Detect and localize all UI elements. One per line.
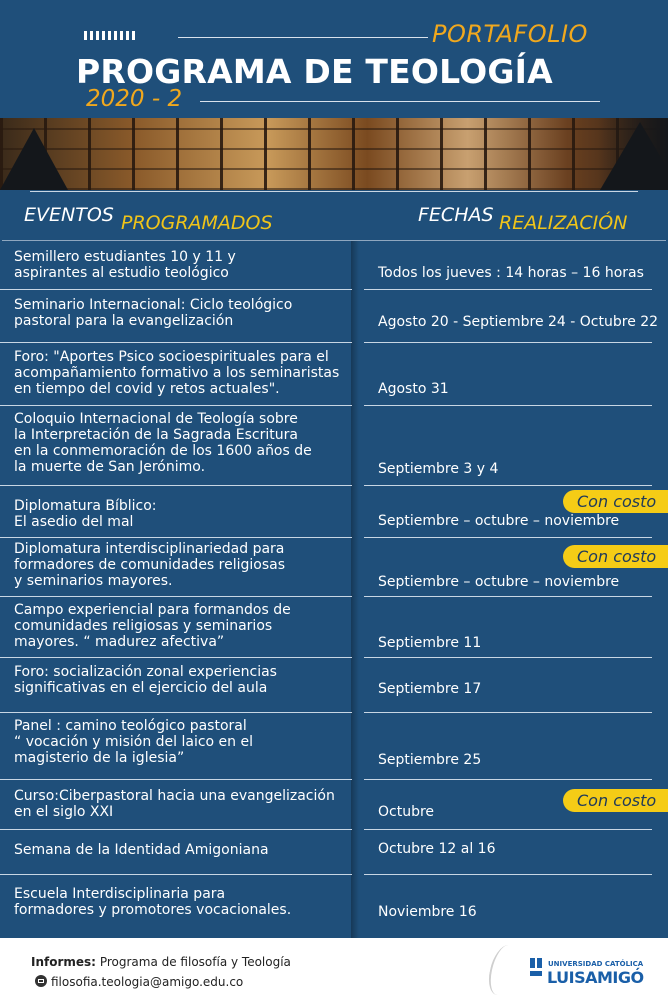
table-row [0, 780, 668, 830]
event-name: Seminario Internacional: Ciclo teológico pastoral para la evangelización [14, 297, 293, 329]
email-icon [35, 975, 47, 987]
table-row [0, 406, 668, 486]
column-divider-shadow [351, 597, 359, 658]
column-divider-shadow [351, 658, 359, 713]
event-date: Todos los jueves : 14 horas – 16 horas [378, 265, 644, 281]
table-row [0, 486, 668, 538]
event-date: Agosto 20 - Septiembre 24 - Octubre 22 [378, 314, 659, 330]
column-divider-shadow [351, 780, 359, 830]
dates-header-part1: FECHAS [418, 204, 494, 226]
events-header-part1: EVENTOS [24, 204, 114, 226]
column-divider-shadow [351, 486, 359, 538]
informes-line [31, 955, 291, 969]
portafolio-label: PORTAFOLIO [432, 20, 588, 48]
table-row [0, 290, 668, 343]
event-date: Septiembre – octubre – noviembre [378, 574, 620, 590]
page-title: PROGRAMA DE TEOLOGÍA [76, 52, 553, 91]
table-row [0, 241, 668, 290]
university-logo-mark-icon [530, 958, 544, 982]
event-date: Septiembre 17 [378, 681, 482, 697]
table-row [0, 343, 668, 406]
event-name: Escuela Interdisciplinaria para formadores y promotores vocacionales. [14, 886, 292, 918]
event-date: Agosto 31 [378, 381, 449, 397]
informes-text: Programa de filosofía y Teología [99, 955, 291, 969]
university-logo-name: LUISAMIGÓ [547, 968, 644, 987]
column-divider-shadow [351, 713, 359, 780]
event-date: Octubre 12 al 16 [378, 841, 496, 857]
events-header-part2: PROGRAMADOS [121, 212, 273, 234]
event-name: Campo experiencial para formandos de comunidades religiosas y seminarios mayores. “ madurez afectiva” [14, 602, 291, 650]
column-header-rule [30, 191, 638, 192]
table-row [0, 713, 668, 780]
column-divider-shadow [351, 538, 359, 597]
event-name: Panel : camino teológico pastoral “ vocación y misión del laico en el magisterio de la iglesia” [14, 718, 253, 766]
table-row [0, 830, 668, 875]
column-divider-shadow [351, 875, 359, 938]
event-name: Diplomatura interdisciplinariedad para formadores de comunidades religiosas y seminarios mayores. [14, 541, 286, 589]
period-label: 2020 - 2 [86, 86, 183, 112]
email-address[interactable]: filosofia.teologia@amigo.edu.co [51, 975, 244, 989]
event-name: Curso:Ciberpastoral hacia una evangelización en el siglo XXI [14, 788, 335, 820]
university-logo-top: UNIVERSIDAD CATÓLICA [548, 960, 644, 968]
event-name: Semana de la Identidad Amigoniana [14, 842, 269, 858]
column-divider-shadow [351, 343, 359, 406]
column-divider-shadow [351, 830, 359, 875]
event-name: Foro: socialización zonal experiencias significativas en el ejercicio del aula [14, 664, 277, 696]
header-stripes-decoration [84, 31, 137, 40]
informes-label: Informes: [31, 955, 96, 969]
event-date: Septiembre – octubre – noviembre [378, 513, 620, 529]
cost-badge: Con costo [563, 545, 668, 568]
event-date: Septiembre 3 y 4 [378, 461, 499, 477]
cost-badge: Con costo [563, 789, 668, 812]
table-row [0, 597, 668, 658]
column-divider-shadow [351, 241, 359, 290]
cost-badge: Con costo [563, 490, 668, 513]
event-name: Coloquio Internacional de Teología sobre la Interpretación de la Sagrada Escritura en la conmemoración de los 1600 años de la muerte de San Jerónimo. [14, 411, 312, 475]
table-row [0, 875, 668, 938]
table-row [0, 658, 668, 713]
stained-glass-banner-image [0, 118, 668, 190]
event-date: Septiembre 11 [378, 635, 482, 651]
dates-header-part2: REALIZACIÓN [499, 212, 628, 234]
event-date: Septiembre 25 [378, 752, 482, 768]
header-rule-top [178, 37, 428, 38]
event-date: Noviembre 16 [378, 904, 477, 920]
event-name: Semillero estudiantes 10 y 11 y aspirantes al estudio teológico [14, 249, 236, 281]
event-name: Diplomatura Bíblico: El asedio del mal [14, 498, 157, 530]
table-row [0, 538, 668, 597]
column-divider-shadow [351, 406, 359, 486]
column-divider-shadow [351, 290, 359, 343]
header-rule-bottom [200, 101, 600, 102]
event-date: Octubre [378, 804, 435, 820]
event-name: Foro: "Aportes Psico socioespirituales para el acompañamiento formativo a los seminaristas en tiempo del covid y retos actuales". [14, 349, 340, 397]
